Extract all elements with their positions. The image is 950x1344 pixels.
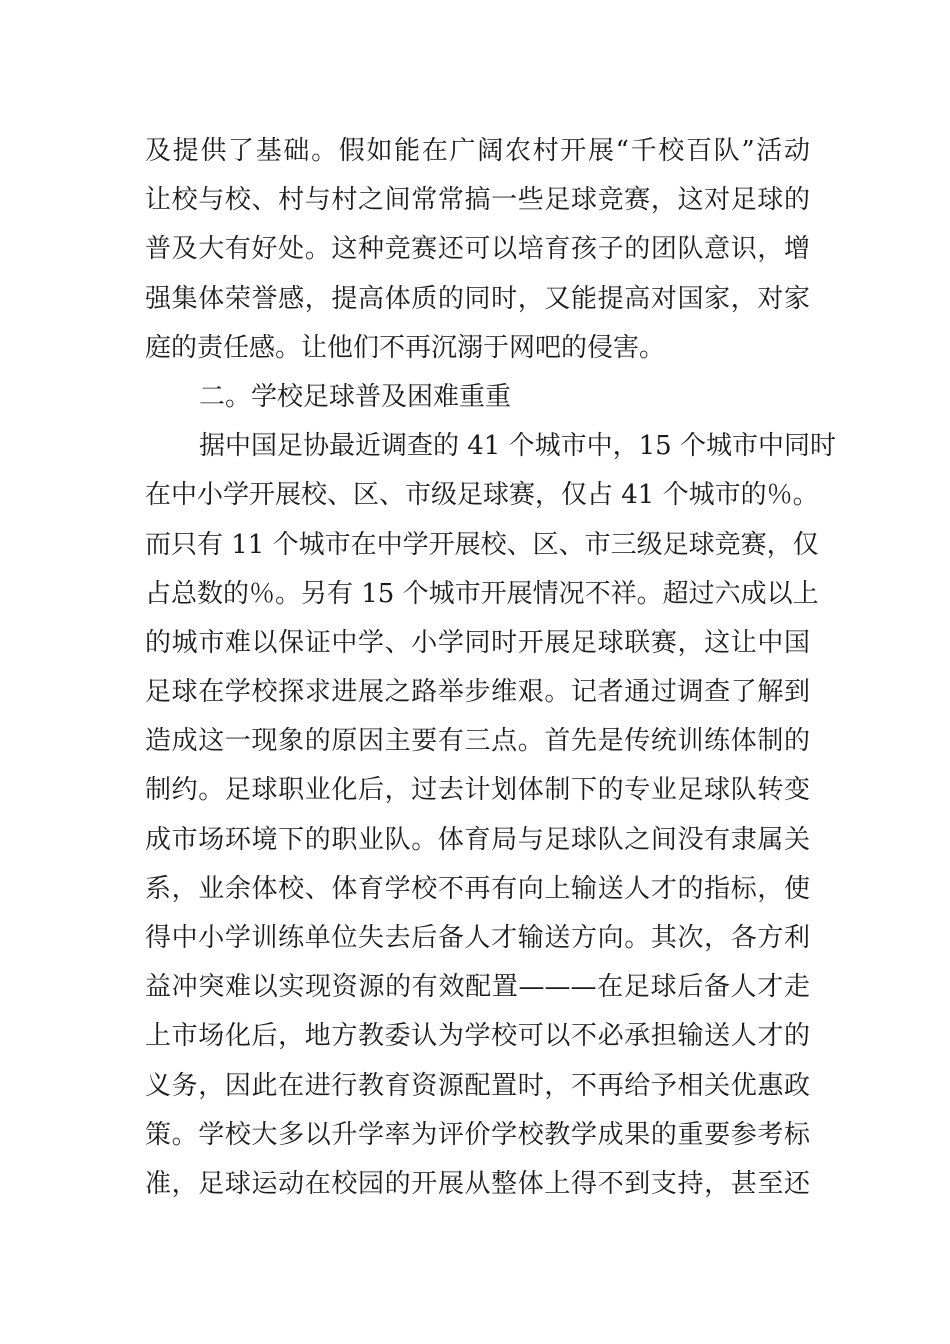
section-heading: 二。学校足球普及困难重重 xyxy=(199,381,512,412)
text-line: 占总数的％。另有 15 个城市开展情况不祥。超过六成以上 xyxy=(145,578,819,609)
text-line: 及提供了基础。假如能在广阔农村开展“千校百队”活动 xyxy=(145,136,810,166)
text-line: 得中小学训练单位失去后备人才输送方向。其次，各方利 xyxy=(145,923,810,953)
text-line: 益冲突难以实现资源的有效配置———在足球后备人才走 xyxy=(145,972,810,1003)
text-line: 造成这一现象的原因主要有三点。首先是传统训练体制的 xyxy=(145,726,810,757)
text-line: 策。学校大多以升学率为评价学校教学成果的重要参考标 xyxy=(145,1119,810,1150)
text-line: 据中国足协最近调查的 41 个城市中，15 个城市中同时 xyxy=(199,431,836,462)
text-line: 强集体荣誉感，提高体质的同时，又能提高对国家，对家 xyxy=(145,283,810,314)
text-line: 上市场化后，地方教委认为学校可以不必承担输送人才的 xyxy=(145,1021,810,1052)
text-line: 让校与校、村与村之间常常搞一些足球竞赛，这对足球的 xyxy=(145,185,810,216)
text-line: 普及大有好处。这种竞赛还可以培育孩子的团队意识，增 xyxy=(145,234,810,265)
text-line: 制约。足球职业化后，过去计划体制下的专业足球队转变 xyxy=(145,775,810,806)
text-line: 准，足球运动在校园的开展从整体上得不到支持，甚至还 xyxy=(145,1168,810,1199)
text-line: 庭的责任感。让他们不再沉溺于网吧的侵害。 xyxy=(145,332,666,363)
text-line: 足球在学校探求进展之路举步维艰。记者通过调查了解到 xyxy=(145,677,810,708)
text-line: 系，业余体校、体育学校不再有向上输送人才的指标，使 xyxy=(145,873,810,904)
text-line: 的城市难以保证中学、小学同时开展足球联赛，这让中国 xyxy=(145,627,810,658)
body-text xyxy=(145,127,836,1209)
text-line: 而只有 11 个城市在中学开展校、区、市三级足球竞赛，仅 xyxy=(145,529,819,560)
text-line: 义务，因此在进行教育资源配置时，不再给予相关优惠政 xyxy=(145,1070,810,1101)
text-line: 成市场环境下的职业队。体育局与足球队之间没有隶属关 xyxy=(145,824,810,855)
text-line: 在中小学开展校、区、市级足球赛，仅占 41 个城市的％。 xyxy=(145,480,819,511)
